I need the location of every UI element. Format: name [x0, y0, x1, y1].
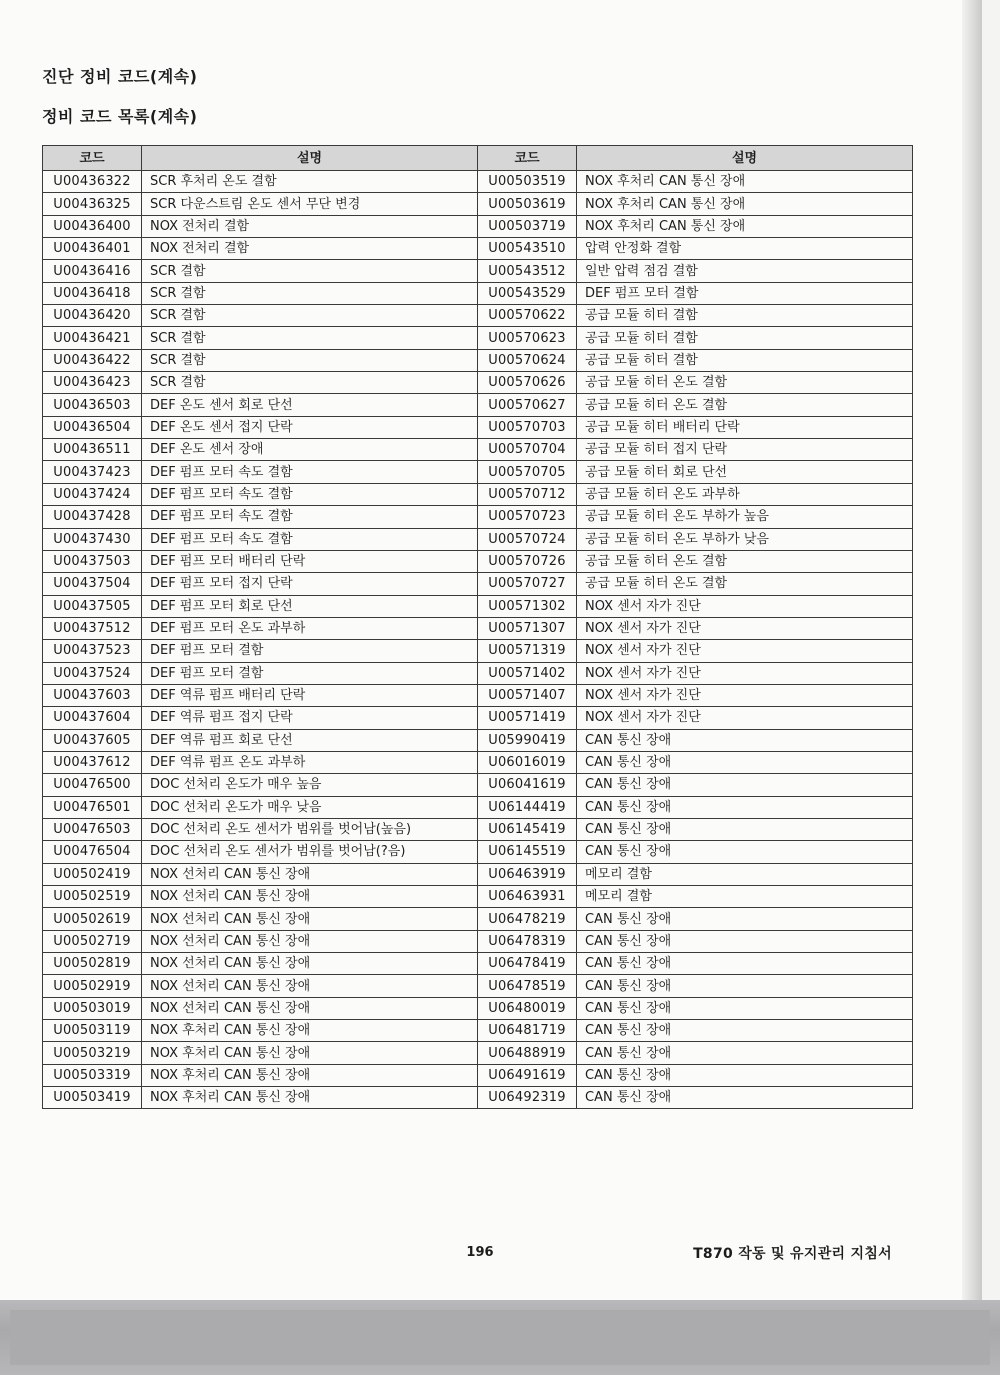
description-cell: SCR 결함 — [142, 372, 478, 394]
description-cell: DEF 펌프 모터 속도 결함 — [142, 461, 478, 483]
description-cell: CAN 통신 장애 — [577, 1087, 913, 1109]
code-cell: U00502519 — [43, 886, 142, 908]
code-cell: U00437603 — [43, 684, 142, 706]
code-cell: U00436423 — [43, 372, 142, 394]
code-cell: U00570703 — [478, 416, 577, 438]
code-cell: U06463931 — [478, 886, 577, 908]
description-cell: DEF 펌프 모터 속도 결함 — [142, 528, 478, 550]
description-cell: NOX 후처리 CAN 통신 장애 — [577, 171, 913, 193]
description-cell: 공급 모듈 히터 온도 결함 — [577, 550, 913, 572]
description-cell: DEF 펌프 모터 결함 — [142, 662, 478, 684]
code-cell: U06478519 — [478, 975, 577, 997]
table-row — [43, 886, 913, 908]
description-cell: DEF 역류 펌프 온도 과부하 — [142, 751, 478, 773]
page-binding-shadow — [962, 0, 982, 1300]
description-cell: DEF 온도 센서 회로 단선 — [142, 394, 478, 416]
description-cell: CAN 통신 장애 — [577, 841, 913, 863]
description-cell: CAN 통신 장애 — [577, 953, 913, 975]
description-cell: 공급 모듈 히터 결함 — [577, 349, 913, 371]
code-cell: U00436325 — [43, 193, 142, 215]
description-cell: CAN 통신 장애 — [577, 729, 913, 751]
description-cell: 메모리 결함 — [577, 863, 913, 885]
code-cell: U00476501 — [43, 796, 142, 818]
table-row — [43, 260, 913, 282]
code-cell: U06144419 — [478, 796, 577, 818]
description-cell: 공급 모듈 히터 온도 부하가 높음 — [577, 506, 913, 528]
table-row — [43, 305, 913, 327]
code-cell: U00570624 — [478, 349, 577, 371]
scanner-background — [0, 1300, 1000, 1375]
code-cell: U00436401 — [43, 238, 142, 260]
code-cell: U00436400 — [43, 215, 142, 237]
description-cell: DEF 펌프 모터 속도 결함 — [142, 483, 478, 505]
code-cell: U00543529 — [478, 282, 577, 304]
description-cell: NOX 후처리 CAN 통신 장애 — [142, 1020, 478, 1042]
description-cell: DEF 온도 센서 접지 단락 — [142, 416, 478, 438]
description-cell: 공급 모듈 히터 배터리 단락 — [577, 416, 913, 438]
code-cell: U00437512 — [43, 617, 142, 639]
code-cell: U06041619 — [478, 774, 577, 796]
description-cell: NOX 선처리 CAN 통신 장애 — [142, 997, 478, 1019]
subsection-title: 정비 코드 목록(계속) — [42, 107, 198, 126]
description-cell: DEF 역류 펌프 회로 단선 — [142, 729, 478, 751]
code-cell: U00503419 — [43, 1087, 142, 1109]
description-cell: SCR 결함 — [142, 327, 478, 349]
description-cell: NOX 선처리 CAN 통신 장애 — [142, 953, 478, 975]
code-cell: U06478319 — [478, 930, 577, 952]
code-cell: U00437524 — [43, 662, 142, 684]
description-cell: 일반 압력 점검 결함 — [577, 260, 913, 282]
description-cell: NOX 선처리 CAN 통신 장애 — [142, 975, 478, 997]
code-cell: U00437428 — [43, 506, 142, 528]
description-cell: DEF 펌프 모터 속도 결함 — [142, 506, 478, 528]
code-cell: U00503219 — [43, 1042, 142, 1064]
table-row — [43, 908, 913, 930]
description-cell: DOC 선처리 온도 센서가 범위를 벗어남(?음) — [142, 841, 478, 863]
table-row — [43, 796, 913, 818]
table-row — [43, 930, 913, 952]
service-code-table — [42, 145, 913, 1109]
code-cell: U00571307 — [478, 617, 577, 639]
table-row — [43, 863, 913, 885]
table-row — [43, 171, 913, 193]
code-cell: U00437423 — [43, 461, 142, 483]
code-cell: U00502619 — [43, 908, 142, 930]
code-cell: U00437504 — [43, 573, 142, 595]
table-row — [43, 573, 913, 595]
description-cell: DEF 펌프 모터 결함 — [577, 282, 913, 304]
code-cell: U00503119 — [43, 1020, 142, 1042]
code-cell: U06488919 — [478, 1042, 577, 1064]
manual-title: T870 작동 및 유지관리 지침서 — [693, 1246, 892, 1262]
section-title: 진단 정비 코드(계속) — [42, 67, 198, 86]
code-cell: U00570727 — [478, 573, 577, 595]
code-cell: U06145519 — [478, 841, 577, 863]
header-code-left: 코드 — [43, 146, 142, 171]
code-cell: U00437612 — [43, 751, 142, 773]
code-cell: U00436421 — [43, 327, 142, 349]
table-row — [43, 394, 913, 416]
table-header-row — [43, 146, 913, 171]
page-number: 196 — [466, 1245, 494, 1260]
code-cell: U00570712 — [478, 483, 577, 505]
code-cell: U00570704 — [478, 439, 577, 461]
code-cell: U00502819 — [43, 953, 142, 975]
description-cell: NOX 선처리 CAN 통신 장애 — [142, 930, 478, 952]
description-cell: NOX 후처리 CAN 통신 장애 — [142, 1042, 478, 1064]
code-cell: U00436416 — [43, 260, 142, 282]
code-cell: U00570726 — [478, 550, 577, 572]
code-cell: U00570724 — [478, 528, 577, 550]
description-cell: CAN 통신 장애 — [577, 796, 913, 818]
code-cell: U05990419 — [478, 729, 577, 751]
table-row — [43, 1087, 913, 1109]
table-row — [43, 215, 913, 237]
description-cell: SCR 결함 — [142, 282, 478, 304]
code-cell: U00571319 — [478, 640, 577, 662]
description-cell: NOX 후처리 CAN 통신 장애 — [577, 193, 913, 215]
code-cell: U06481719 — [478, 1020, 577, 1042]
code-cell: U00502419 — [43, 863, 142, 885]
table-row — [43, 416, 913, 438]
code-cell: U00476504 — [43, 841, 142, 863]
description-cell: CAN 통신 장애 — [577, 774, 913, 796]
code-cell: U00437424 — [43, 483, 142, 505]
code-cell: U00436511 — [43, 439, 142, 461]
description-cell: DOC 선처리 온도가 매우 낮음 — [142, 796, 478, 818]
description-cell: NOX 전처리 결함 — [142, 215, 478, 237]
code-cell: U00436420 — [43, 305, 142, 327]
code-cell: U00571402 — [478, 662, 577, 684]
table-row — [43, 841, 913, 863]
description-cell: DEF 펌프 모터 결함 — [142, 640, 478, 662]
description-cell: NOX 후처리 CAN 통신 장애 — [142, 1064, 478, 1086]
description-cell: 공급 모듈 히터 결함 — [577, 305, 913, 327]
description-cell: DOC 선처리 온도 센서가 범위를 벗어남(높음) — [142, 818, 478, 840]
description-cell: CAN 통신 장애 — [577, 1042, 913, 1064]
table-row — [43, 506, 913, 528]
code-cell: U06016019 — [478, 751, 577, 773]
code-cell: U00502919 — [43, 975, 142, 997]
code-cell: U00437604 — [43, 707, 142, 729]
description-cell: CAN 통신 장애 — [577, 930, 913, 952]
code-cell: U00436422 — [43, 349, 142, 371]
description-cell: NOX 후처리 CAN 통신 장애 — [142, 1087, 478, 1109]
description-cell: NOX 센서 자가 진단 — [577, 595, 913, 617]
table-row — [43, 1020, 913, 1042]
table-row — [43, 751, 913, 773]
description-cell: SCR 결함 — [142, 305, 478, 327]
code-cell: U00502719 — [43, 930, 142, 952]
code-cell: U00503019 — [43, 997, 142, 1019]
header-code-right: 코드 — [478, 146, 577, 171]
description-cell: NOX 선처리 CAN 통신 장애 — [142, 863, 478, 885]
table-row — [43, 818, 913, 840]
description-cell: 공급 모듈 히터 온도 부하가 낮음 — [577, 528, 913, 550]
table-row — [43, 953, 913, 975]
code-cell: U06478419 — [478, 953, 577, 975]
description-cell: CAN 통신 장애 — [577, 997, 913, 1019]
description-cell: DEF 온도 센서 장애 — [142, 439, 478, 461]
table-row — [43, 997, 913, 1019]
table-row — [43, 617, 913, 639]
table-row — [43, 729, 913, 751]
table-row — [43, 1064, 913, 1086]
code-cell: U00571302 — [478, 595, 577, 617]
code-cell: U00476503 — [43, 818, 142, 840]
header-description-right: 설명 — [577, 146, 913, 171]
description-cell: 공급 모듈 히터 결함 — [577, 327, 913, 349]
description-cell: 공급 모듈 히터 온도 과부하 — [577, 483, 913, 505]
code-cell: U00571407 — [478, 684, 577, 706]
code-cell: U00570623 — [478, 327, 577, 349]
description-cell: NOX 센서 자가 진단 — [577, 707, 913, 729]
description-cell: DEF 역류 펌프 접지 단락 — [142, 707, 478, 729]
description-cell: SCR 후처리 온도 결함 — [142, 171, 478, 193]
description-cell: 공급 모듈 히터 접지 단락 — [577, 439, 913, 461]
description-cell: NOX 센서 자가 진단 — [577, 684, 913, 706]
description-cell: CAN 통신 장애 — [577, 908, 913, 930]
code-cell: U00543510 — [478, 238, 577, 260]
description-cell: 공급 모듈 히터 온도 결함 — [577, 394, 913, 416]
description-cell: SCR 다운스트림 온도 센서 무단 변경 — [142, 193, 478, 215]
code-cell: U00503519 — [478, 171, 577, 193]
description-cell: DOC 선처리 온도가 매우 높음 — [142, 774, 478, 796]
description-cell: 공급 모듈 히터 온도 결함 — [577, 372, 913, 394]
code-cell: U00437605 — [43, 729, 142, 751]
table-row — [43, 439, 913, 461]
code-cell: U00437523 — [43, 640, 142, 662]
table-row — [43, 662, 913, 684]
description-cell: 압력 안정화 결함 — [577, 238, 913, 260]
description-cell: DEF 펌프 모터 회로 단선 — [142, 595, 478, 617]
table-row — [43, 528, 913, 550]
code-cell: U00437503 — [43, 550, 142, 572]
description-cell: 공급 모듈 히터 온도 결함 — [577, 573, 913, 595]
code-cell: U00570705 — [478, 461, 577, 483]
description-cell: NOX 선처리 CAN 통신 장애 — [142, 908, 478, 930]
table-row — [43, 349, 913, 371]
header-description-left: 설명 — [142, 146, 478, 171]
description-cell: NOX 센서 자가 진단 — [577, 617, 913, 639]
description-cell: DEF 펌프 모터 배터리 단락 — [142, 550, 478, 572]
table-row — [43, 550, 913, 572]
code-cell: U00571419 — [478, 707, 577, 729]
code-cell: U06478219 — [478, 908, 577, 930]
description-cell: NOX 후처리 CAN 통신 장애 — [577, 215, 913, 237]
code-cell: U06463919 — [478, 863, 577, 885]
description-cell: DEF 펌프 모터 온도 과부하 — [142, 617, 478, 639]
code-cell: U00570723 — [478, 506, 577, 528]
code-cell: U00436322 — [43, 171, 142, 193]
table-row — [43, 193, 913, 215]
description-cell: SCR 결함 — [142, 260, 478, 282]
table-body — [43, 171, 913, 1109]
code-cell: U06492319 — [478, 1087, 577, 1109]
code-cell: U00437430 — [43, 528, 142, 550]
table-row — [43, 461, 913, 483]
table-row — [43, 1042, 913, 1064]
description-cell: DEF 역류 펌프 배터리 단락 — [142, 684, 478, 706]
table-row — [43, 282, 913, 304]
code-cell: U00476500 — [43, 774, 142, 796]
code-cell: U06145419 — [478, 818, 577, 840]
table-row — [43, 483, 913, 505]
code-cell: U00570622 — [478, 305, 577, 327]
table-row — [43, 707, 913, 729]
code-cell: U00437505 — [43, 595, 142, 617]
table-row — [43, 774, 913, 796]
description-cell: 공급 모듈 히터 회로 단선 — [577, 461, 913, 483]
table-row — [43, 975, 913, 997]
code-cell: U00436504 — [43, 416, 142, 438]
description-cell: NOX 전처리 결함 — [142, 238, 478, 260]
description-cell: 메모리 결함 — [577, 886, 913, 908]
code-cell: U00543512 — [478, 260, 577, 282]
code-cell: U00570627 — [478, 394, 577, 416]
table-row — [43, 327, 913, 349]
code-cell: U00570626 — [478, 372, 577, 394]
code-cell: U00436418 — [43, 282, 142, 304]
description-cell: CAN 통신 장애 — [577, 1064, 913, 1086]
table-row — [43, 684, 913, 706]
code-cell: U06480019 — [478, 997, 577, 1019]
description-cell: CAN 통신 장애 — [577, 1020, 913, 1042]
description-cell: NOX 센서 자가 진단 — [577, 640, 913, 662]
description-cell: DEF 펌프 모터 접지 단락 — [142, 573, 478, 595]
description-cell: NOX 선처리 CAN 통신 장애 — [142, 886, 478, 908]
code-cell: U00503619 — [478, 193, 577, 215]
table-row — [43, 595, 913, 617]
description-cell: NOX 센서 자가 진단 — [577, 662, 913, 684]
table-row — [43, 238, 913, 260]
code-cell: U00503719 — [478, 215, 577, 237]
description-cell: CAN 통신 장애 — [577, 818, 913, 840]
description-cell: SCR 결함 — [142, 349, 478, 371]
code-cell: U00436503 — [43, 394, 142, 416]
description-cell: CAN 통신 장애 — [577, 751, 913, 773]
code-cell: U00503319 — [43, 1064, 142, 1086]
table-row — [43, 372, 913, 394]
description-cell: CAN 통신 장애 — [577, 975, 913, 997]
code-cell: U06491619 — [478, 1064, 577, 1086]
table-row — [43, 640, 913, 662]
